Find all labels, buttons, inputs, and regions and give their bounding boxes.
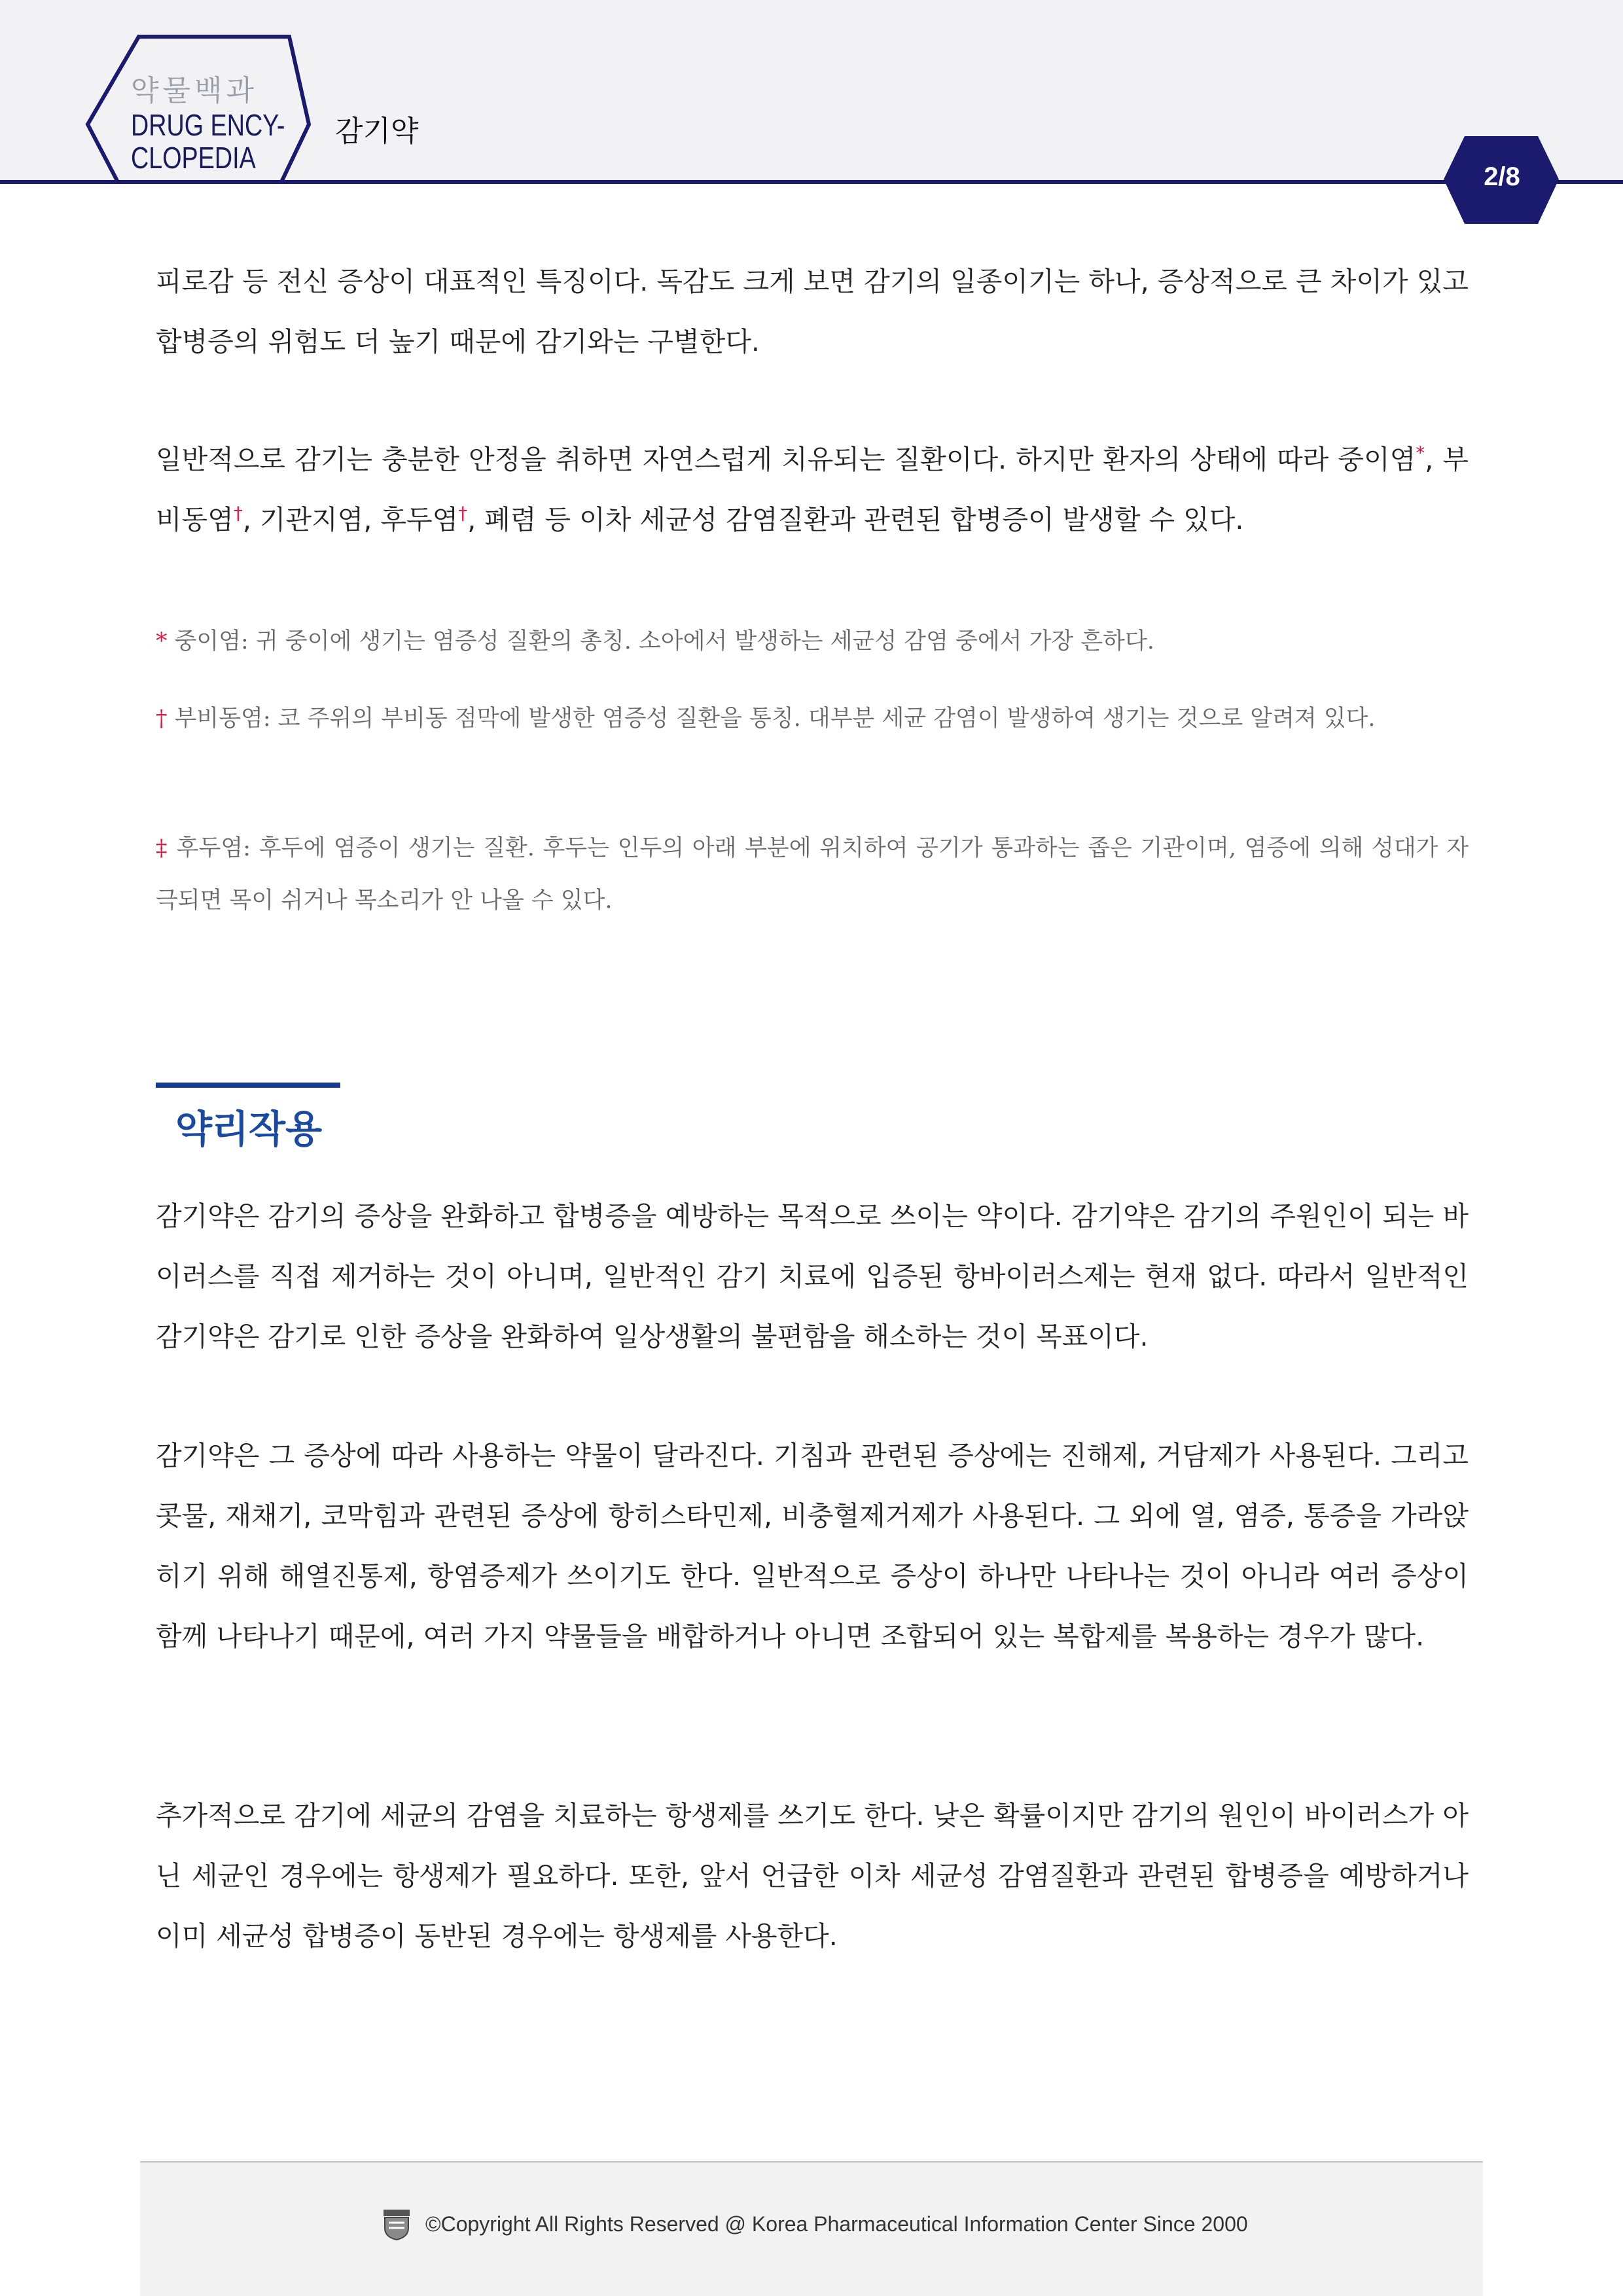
footnote-mark: * xyxy=(1416,442,1425,464)
logo-korean: 약물백과 xyxy=(131,74,259,107)
footnote-text: 부비동염: 코 주위의 부비동 점막에 발생한 염증성 질환을 통칭. 대부분 세균 감염이 발생하여 생기는 것으로 알려져 있다. xyxy=(167,706,1376,732)
paragraph-drug-types: 감기약은 그 증상에 따라 사용하는 약물이 달라진다. 기침과 관련된 증상에는 진해제, 거담제가 사용된다. 그리고 콧물, 재채기, 코막힘과 관련된 증상에 항히스타민제, 비충혈제거제가 사용된다. 그 외에 열, 염증, 통증을 가라앉히기 위해 해열진통제, 항염증제가 쓰이기도 한다. 일반적으로 증상이 하나만 나타나는 것이 아니라 여러 증상이 함께 나타나기 때문에, 여러 가지 약물들을 배합하거나 아니면 조합되어 있는 복합제를 복용하는 경우가 많다. xyxy=(156,1440,1469,1652)
paragraph-flu: 피로감 등 전신 증상이 대표적인 특징이다. 독감도 크게 보면 감기의 일종이기는 하나, 증상적으로 큰 차이가 있고 합병증의 위험도 더 높기 때문에 감기와는 구별한다. xyxy=(156,266,1469,357)
document-title: 감기약 xyxy=(335,115,419,148)
footnote-text: 중이염: 귀 중이에 생기는 염증성 질환의 총칭. 소아에서 발생하는 세균성 감염 중에서 가장 흔하다. xyxy=(167,628,1154,655)
paragraph-text: , 폐렴 등 이차 세균성 감염질환과 관련된 합병증이 발생할 수 있다. xyxy=(467,504,1244,535)
footnote-symbol: * xyxy=(156,628,168,655)
paragraph-text: , 부비동염 xyxy=(156,444,1469,535)
footnote-symbol: ‡ xyxy=(156,835,169,861)
footnote-text: 후두염: 후두에 염증이 생기는 질환. 후두는 인두의 아래 부분에 위치하여 공기가 통과하는 좁은 기관이며, 염증에 의해 성대가 자극되면 목이 쉬거나 목소리가 안 나올 수 있다. xyxy=(156,835,1469,914)
copyright-text: ©Copyright All Rights Reserved @ Korea Pharmaceutical Information Center Since 2000 xyxy=(425,2212,1248,2236)
paragraph-text: 일반적으로 감기는 충분한 안정을 취하면 자연스럽게 치유되는 질환이다. 하지만 환자의 상태에 따라 중이염 xyxy=(156,444,1416,475)
logo-english-line2: CLOPEDIA xyxy=(131,141,256,175)
paragraph-antibiotics: 추가적으로 감기에 세균의 감염을 치료하는 항생제를 쓰기도 한다. 낮은 확률이지만 감기의 원인이 바이러스가 아닌 세균인 경우에는 항생제가 필요하다. 또한, 앞서 언급한 이차 세균성 감염질환과 관련된 합병증을 예방하거나 이미 세균성 합병증이 동반된 경우에는 항생제를 사용한다. xyxy=(156,1800,1469,1952)
footnote-mark: † xyxy=(458,502,468,524)
paragraph-purpose: 감기약은 감기의 증상을 완화하고 합병증을 예방하는 목적으로 쓰이는 약이다. 감기약은 감기의 주원인이 되는 바이러스를 직접 제거하는 것이 아니며, 일반적인 감기 치료에 입증된 항바이러스제는 현재 없다. 따라서 일반적인 감기약은 감기로 인한 증상을 완화하여 일상생활의 불편함을 해소하는 것이 목표이다. xyxy=(156,1200,1469,1352)
section-title: 약리작용 xyxy=(175,1107,323,1151)
section-accent-bar xyxy=(156,1083,340,1088)
footnote-laryngitis xyxy=(156,822,1469,927)
footnote-otitis xyxy=(156,615,1469,668)
paragraph-text: , 기관지염, 후두염 xyxy=(242,504,459,535)
footnote-sinusitis xyxy=(156,692,1469,745)
footnote-mark: † xyxy=(233,502,243,524)
shield-emblem-icon xyxy=(382,2208,411,2241)
footnote-symbol: † xyxy=(156,706,168,732)
page-number: 2/8 xyxy=(1484,162,1520,191)
logo-english-line1: DRUG ENCY- xyxy=(131,108,285,142)
paragraph-complications xyxy=(156,429,1469,550)
